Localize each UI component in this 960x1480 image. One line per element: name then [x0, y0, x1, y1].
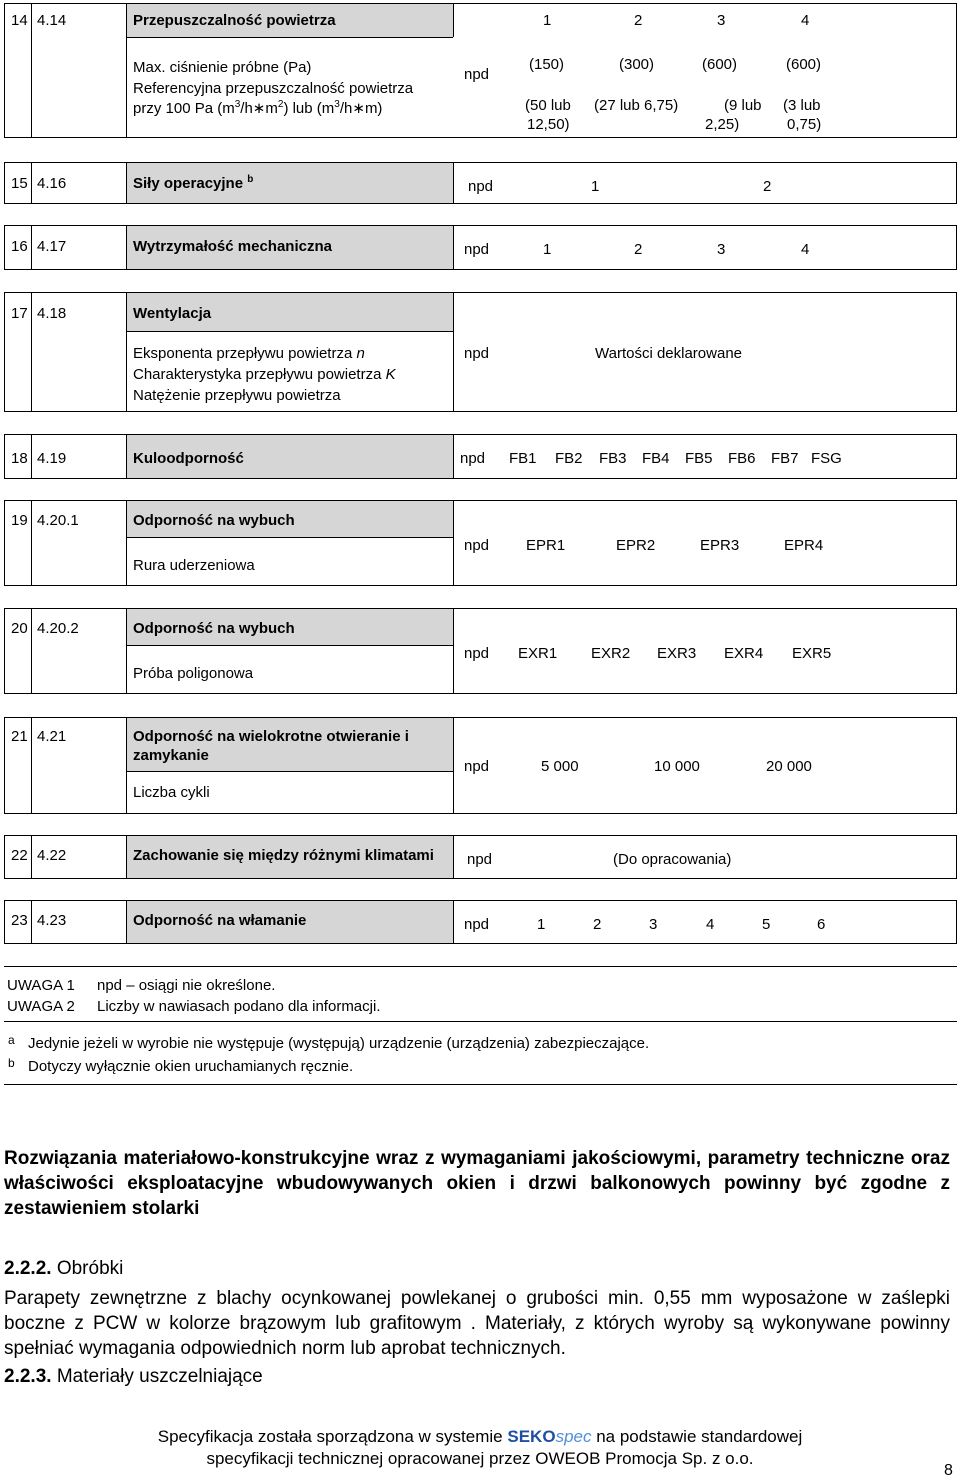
level-label: EXR2 [591, 645, 631, 662]
declared-values: Wartości deklarowane [595, 345, 743, 362]
table-row-19 [4, 500, 957, 586]
npd-label: npd [464, 241, 490, 258]
row-title: Zachowanie się między różnymi klimatami [133, 847, 434, 864]
level-label: EXR1 [518, 645, 558, 662]
table-row-15 [4, 162, 957, 204]
npd-label: npd [464, 345, 490, 362]
level-label: EPR1 [526, 537, 566, 554]
row-subtitle: Liczba cykli [133, 784, 210, 801]
level-label: FSG [811, 450, 842, 467]
level-label: EPR2 [616, 537, 656, 554]
footer-line: specyfikacji technicznej opracowanej przez OWEOB Promocja Sp. z o.o. [206, 1449, 754, 1468]
section-number: 4.20.1 [37, 512, 79, 529]
level-label: EPR4 [784, 537, 824, 554]
pressure-value: (600) [786, 56, 822, 73]
npd-label: npd [464, 758, 490, 775]
row-title: Odporność na wybuch [133, 620, 295, 637]
row-title: Kuloodporność [133, 450, 244, 467]
level-label: 20 000 [766, 758, 812, 775]
row-line: Charakterystyka przepływu powietrza K [133, 366, 396, 383]
footnote-text: Jedynie jeżeli w wyrobie nie występuje (występują) urządzenie (urządzenia) zabezpieczające. [28, 1035, 650, 1052]
row-subtitle: Próba poligonowa [133, 665, 254, 682]
npd-label: npd [464, 66, 490, 83]
level-label: 3 [649, 916, 658, 933]
section-heading: Rozwiązania materiałowo-konstrukcyjne wraz z wymaganiami jakościowymi, parametry techniczne oraz właściwości eksploatacyjne wbudowywanych okien i drzwi balkonowych powinny być zgodne z zestawieniem stolarki [4, 1148, 950, 1219]
footer-line: Specyfikacja została sporządzona w systemie SEKOspec na podstawie standardowej [157, 1427, 803, 1446]
level-label: 2 [634, 241, 643, 258]
level-label: 1 [543, 241, 552, 258]
level-label: 4 [801, 12, 810, 29]
row-number: 23 [11, 912, 28, 929]
table-row-14 [4, 3, 957, 138]
row-line: Referencyjna przepuszczalność powietrza [133, 80, 414, 97]
row-number: 15 [11, 175, 28, 192]
row-number: 18 [11, 450, 28, 467]
note-text: npd – osiągi nie określone. [97, 977, 276, 994]
table-row-23 [4, 900, 957, 944]
level-label: FB5 [685, 450, 713, 467]
level-label: EPR3 [700, 537, 740, 554]
level-label: 10 000 [654, 758, 700, 775]
table-row-18 [4, 434, 957, 479]
row-title: zamykanie [133, 747, 209, 764]
level-label: 5 000 [541, 758, 579, 775]
npd-label: npd [464, 645, 490, 662]
table-row-21 [4, 717, 957, 814]
row-number: 14 [11, 12, 28, 29]
level-label: FB4 [642, 450, 670, 467]
level-label: 3 [717, 241, 726, 258]
row-number: 20 [11, 620, 28, 637]
permeability-value: (9 lub [724, 97, 762, 114]
permeability-value: 12,50) [527, 116, 570, 133]
footnote-marker: b [8, 1056, 15, 1070]
in-progress-value: (Do opracowania) [613, 851, 732, 868]
permeability-value: (50 lub [525, 97, 571, 114]
row-title: Odporność na włamanie [133, 912, 307, 929]
permeability-value: (27 lub 6,75) [594, 97, 679, 114]
section-number: 4.20.2 [37, 620, 79, 637]
page-number: 8 [944, 1462, 953, 1479]
level-label: 1 [591, 178, 600, 195]
level-label: 4 [801, 241, 810, 258]
row-line: Eksponenta przepływu powietrza n [133, 345, 365, 362]
subsection-heading: 2.2.3. Materiały uszczelniające [4, 1366, 263, 1387]
table-row-20 [4, 608, 957, 694]
subsection-heading: 2.2.2. Obróbki [4, 1258, 124, 1279]
table-row-22 [4, 835, 957, 879]
section-number: 4.22 [37, 847, 67, 864]
row-title: Odporność na wielokrotne otwieranie i [133, 728, 409, 745]
npd-label: npd [464, 537, 490, 554]
level-label: FB6 [728, 450, 756, 467]
section-number: 4.23 [37, 912, 67, 929]
permeability-value: 0,75) [787, 116, 822, 133]
level-label: FB2 [555, 450, 583, 467]
permeability-value: 2,25) [705, 116, 740, 133]
row-line: Max. ciśnienie próbne (Pa) [133, 59, 312, 76]
row-number: 22 [11, 847, 28, 864]
npd-label: npd [464, 916, 490, 933]
table-row-16 [4, 225, 957, 270]
level-label: 6 [817, 916, 826, 933]
row-number: 16 [11, 238, 28, 255]
pressure-value: (300) [619, 56, 655, 73]
section-number: 4.18 [37, 305, 67, 322]
footnote-marker: a [8, 1033, 15, 1047]
row-number: 19 [11, 512, 28, 529]
level-label: 2 [763, 178, 772, 195]
level-label: 1 [537, 916, 546, 933]
npd-label: npd [467, 851, 493, 868]
level-label: 1 [543, 12, 552, 29]
row-title: Wytrzymałość mechaniczna [133, 238, 332, 255]
pressure-value: (600) [702, 56, 738, 73]
section-number: 4.14 [37, 12, 67, 29]
level-label: 3 [717, 12, 726, 29]
note-text: Liczby w nawiasach podano dla informacji. [97, 998, 381, 1015]
row-number: 17 [11, 305, 28, 322]
pressure-value: (150) [529, 56, 565, 73]
level-label: 2 [634, 12, 643, 29]
section-number: 4.17 [37, 238, 67, 255]
row-title: Wentylacja [133, 305, 212, 322]
level-label: 2 [593, 916, 602, 933]
row-line: Natężenie przepływu powietrza [133, 387, 341, 404]
level-label: FB1 [509, 450, 537, 467]
row-subtitle: Rura uderzeniowa [133, 557, 255, 574]
note-label: UWAGA 2 [7, 998, 75, 1015]
row-line: przy 100 Pa $(m^3/h∗m^2)$ lub $(m^3/h∗m)$ [133, 99, 383, 117]
row-title: Siły operacyjne $^b$ [133, 174, 254, 192]
level-label: FB3 [599, 450, 627, 467]
section-number: 4.21 [37, 728, 67, 745]
brand-logo: SEKOspec [507, 1427, 592, 1446]
level-label: EXR3 [657, 645, 697, 662]
row-title: Przepuszczalność powietrza [133, 12, 336, 29]
level-label: FB7 [771, 450, 799, 467]
level-label: 5 [762, 916, 771, 933]
note-label: UWAGA 1 [7, 977, 75, 994]
level-label: EXR4 [724, 645, 764, 662]
level-label: 4 [706, 916, 715, 933]
npd-label: npd [468, 178, 494, 195]
paragraph: Parapety zewnętrzne z blachy ocynkowanej powlekanej o grubości min. 0,55 mm wyposażone w zaślepki boczne z PCW w kolorze brązowym lub grafitowym . Materiały, z których wyroby są wykonywane powinny spełniać wymagania odpowiednich norm lub aprobat technicznych. [4, 1288, 950, 1359]
section-number: 4.16 [37, 175, 67, 192]
row-number: 21 [11, 728, 28, 745]
level-label: EXR5 [792, 645, 832, 662]
row-title: Odporność na wybuch [133, 512, 295, 529]
npd-label: npd [460, 450, 486, 467]
section-number: 4.19 [37, 450, 67, 467]
table-row-17 [4, 292, 957, 412]
footnote-text: Dotyczy wyłącznie okien uruchamianych ręcznie. [28, 1058, 354, 1075]
permeability-value: (3 lub [783, 97, 821, 114]
